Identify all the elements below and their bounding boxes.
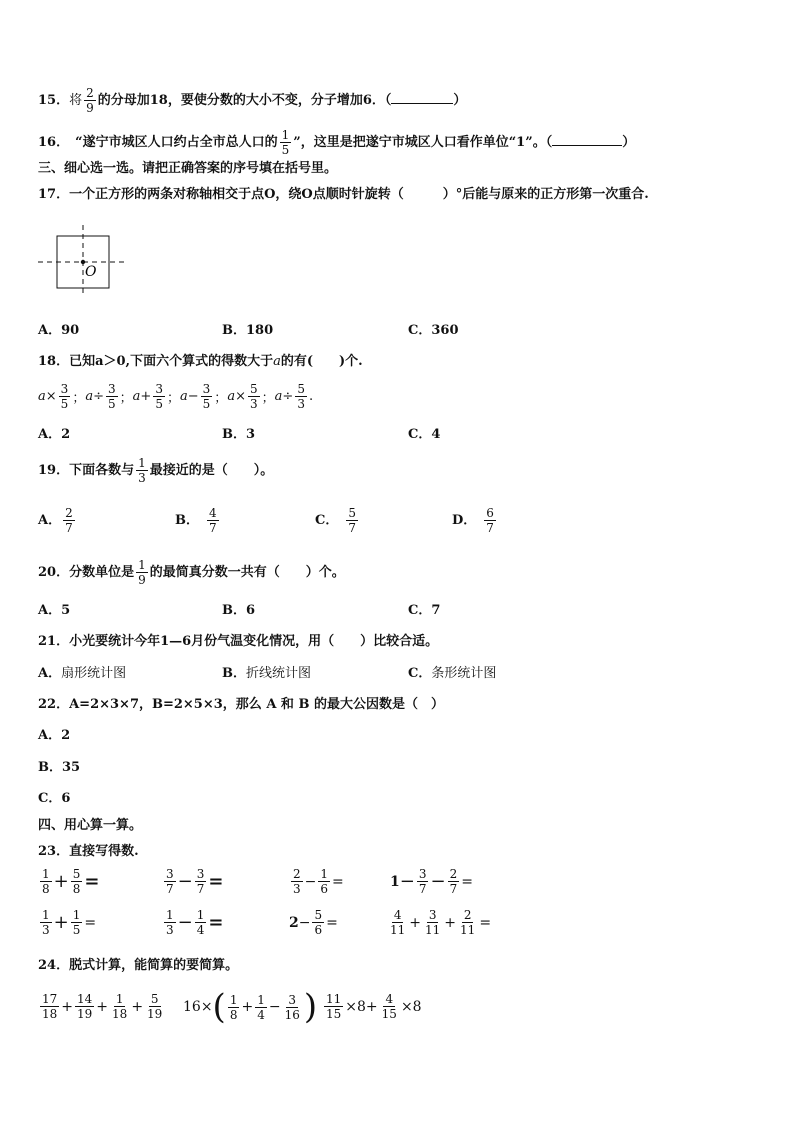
question-22: 22．A=2×3×7，B=2×5×3，那么 A 和 B 的最大公因数是（ ） — [38, 697, 444, 712]
question-16 — [38, 128, 635, 157]
denominator: 11 — [425, 923, 441, 937]
numerator: 1 — [281, 128, 290, 142]
fraction — [280, 128, 292, 157]
numerator: 3 — [108, 382, 116, 396]
option-key: B． — [222, 427, 246, 442]
option-value: 4 — [431, 427, 441, 442]
text: 19．下面各数与 — [38, 462, 135, 478]
variable: a — [85, 389, 94, 404]
numerator: 1 — [42, 908, 50, 922]
fraction — [291, 867, 303, 896]
variable: a — [227, 389, 236, 404]
option-a[interactable] — [38, 665, 126, 683]
operator: ÷ — [282, 389, 294, 404]
option-key: B． — [38, 760, 62, 775]
fraction — [380, 992, 399, 1021]
fraction — [201, 382, 213, 411]
text: 20．分数单位是 — [38, 564, 135, 580]
text: 18．已知a＞0,下面六个算式的得数大于 — [38, 354, 274, 369]
option-value: 2 — [61, 427, 71, 442]
text: 的分母加18，要使分数的大小不变，分子增加6．（ — [97, 93, 392, 108]
calc-expression — [38, 992, 166, 1021]
question-number: 16． — [38, 135, 70, 150]
calc-item — [38, 867, 99, 896]
option-key: A． — [38, 512, 62, 528]
option-value: 35 — [62, 760, 81, 775]
option-value: 3 — [246, 427, 256, 442]
right-paren: ) — [303, 987, 318, 1027]
option-b[interactable] — [175, 506, 221, 535]
denominator: 18 — [112, 1007, 128, 1021]
fraction — [153, 382, 165, 411]
separator: ； — [214, 391, 228, 406]
numerator: 1 — [115, 992, 124, 1006]
question-23: 23．直接写得数. — [38, 844, 139, 859]
denominator: 15 — [381, 1007, 397, 1021]
denominator: 5 — [60, 397, 69, 411]
denominator: 19 — [147, 1007, 163, 1021]
option-key: C． — [38, 791, 62, 806]
denominator: 4 — [257, 1007, 265, 1022]
denominator: 9 — [86, 101, 94, 115]
denominator: 9 — [138, 573, 146, 587]
question-21: 21．小光要统计今年1—6月份气温变化情况，用（ ）比较合适。 — [38, 634, 439, 649]
denominator: 3 — [166, 923, 174, 937]
separator: ； — [72, 391, 86, 406]
left-paren: ( — [212, 987, 226, 1027]
option-key: C． — [408, 323, 432, 338]
calc-item — [289, 908, 338, 937]
denominator: 6 — [314, 923, 323, 937]
option-d[interactable] — [452, 506, 498, 535]
fraction — [318, 867, 330, 896]
fraction — [324, 992, 343, 1021]
denominator: 5 — [202, 397, 211, 411]
expressions-row — [38, 382, 313, 411]
numerator: 1 — [42, 867, 50, 881]
text: 最接近的是（ ）。 — [149, 462, 274, 478]
denominator: 7 — [486, 521, 494, 535]
numerator: 5 — [249, 382, 258, 396]
denominator: 7 — [209, 521, 217, 535]
equals: = — [332, 873, 344, 890]
fraction — [75, 992, 94, 1021]
option-value: 6 — [246, 603, 256, 618]
numerator: 2 — [293, 867, 301, 881]
variable: a — [38, 389, 46, 404]
operator: − — [177, 871, 193, 892]
fraction — [84, 86, 96, 115]
variable: a — [179, 389, 188, 404]
question-24: 24．脱式计算，能简算的要简算。 — [38, 958, 239, 973]
point-label: O — [85, 264, 97, 280]
fraction — [40, 908, 52, 937]
operator: + — [53, 912, 69, 933]
denominator: 7 — [418, 882, 427, 896]
number: 1 — [390, 873, 400, 890]
denominator: 8 — [72, 882, 81, 896]
option-b[interactable] — [222, 426, 255, 444]
question-17: 17．一个正方形的两条对称轴相交于点O，绕O点顺时针旋转（ ）°后能与原来的正方形第一次重合. — [38, 187, 649, 202]
denominator: 7 — [196, 882, 205, 896]
option-key: C． — [315, 512, 339, 528]
calc-expression — [183, 987, 318, 1027]
rotation-figure — [38, 225, 130, 297]
option-b[interactable] — [38, 759, 80, 777]
numerator: 5 — [348, 506, 356, 520]
operator: + — [96, 998, 109, 1015]
variable: a — [274, 389, 283, 404]
numerator: 2 — [65, 506, 73, 520]
numerator: 1 — [229, 992, 238, 1007]
denominator: 3 — [293, 882, 301, 896]
calc-item — [162, 867, 223, 896]
option-value: 条形统计图 — [431, 666, 497, 681]
numerator: 4 — [393, 908, 402, 922]
fraction — [63, 506, 75, 535]
denominator: 7 — [65, 521, 73, 535]
option-key: C． — [408, 603, 432, 618]
text: “遂宁市城区人口约占全市总人口的 — [75, 135, 278, 150]
numerator: 17 — [42, 992, 58, 1006]
equals: = — [84, 871, 100, 892]
numerator: 3 — [196, 867, 205, 881]
numerator: 3 — [418, 867, 427, 881]
option-key: A． — [38, 427, 62, 442]
equals: = — [84, 914, 97, 931]
numerator: 4 — [209, 506, 217, 520]
option-b[interactable] — [222, 602, 255, 620]
numerator: 1 — [138, 558, 146, 572]
option-key: C． — [408, 427, 432, 442]
operator: + — [140, 389, 152, 404]
section-heading: 四、用心算一算。 — [38, 818, 143, 833]
option-key: A． — [38, 666, 62, 681]
fraction — [195, 867, 207, 896]
option-b[interactable] — [222, 322, 273, 340]
option-value: 7 — [431, 603, 441, 618]
operator: − — [298, 914, 311, 931]
operator: + — [444, 914, 457, 931]
numerator: 3 — [288, 992, 297, 1007]
option-a[interactable] — [38, 602, 70, 620]
option-key: A． — [38, 323, 62, 338]
text: ”，这里是把遂宁市城区人口看作单位“1”。（ — [293, 135, 553, 150]
question-20 — [38, 558, 345, 587]
denominator: 15 — [326, 1007, 342, 1021]
equals: = — [479, 914, 492, 931]
numerator: 3 — [202, 382, 211, 396]
numerator: 3 — [155, 382, 163, 396]
option-value: 折线统计图 — [246, 666, 312, 681]
text: ） — [453, 93, 467, 108]
operator: − — [399, 871, 415, 892]
fraction — [110, 992, 129, 1021]
operator: + — [241, 999, 254, 1015]
operator: − — [187, 389, 199, 404]
denominator: 7 — [166, 882, 174, 896]
denominator: 19 — [77, 1007, 93, 1021]
option-value: 5 — [61, 603, 71, 618]
fraction — [136, 558, 148, 587]
numerator: 1 — [72, 908, 81, 922]
period: . — [308, 389, 314, 404]
calc-expression — [322, 992, 422, 1021]
denominator: 7 — [348, 521, 356, 535]
numerator: 1 — [138, 456, 146, 470]
numerator: 4 — [385, 992, 394, 1006]
option-a[interactable] — [38, 426, 70, 444]
option-a[interactable] — [38, 322, 79, 340]
denominator: 8 — [42, 882, 50, 896]
operator: + — [61, 998, 74, 1015]
fraction — [106, 382, 118, 411]
numerator: 1 — [196, 908, 205, 922]
denominator: 5 — [72, 923, 81, 937]
fraction — [346, 506, 358, 535]
numerator: 5 — [72, 867, 81, 881]
option-key: B． — [222, 603, 246, 618]
operator: ÷ — [93, 389, 104, 404]
denominator: 3 — [138, 471, 146, 485]
operator: + — [365, 998, 378, 1015]
text: ×8 — [345, 998, 366, 1015]
fraction — [248, 382, 260, 411]
text: 的最简真分数一共有（ ）个。 — [149, 564, 345, 580]
fraction — [458, 908, 477, 937]
option-a[interactable] — [38, 506, 77, 535]
denominator: 6 — [320, 882, 329, 896]
option-c[interactable] — [315, 506, 360, 535]
numerator: 5 — [297, 382, 305, 396]
fraction — [145, 992, 164, 1021]
denominator: 7 — [449, 882, 458, 896]
equals: = — [326, 914, 338, 931]
numerator: 2 — [86, 86, 94, 100]
denominator: 8 — [229, 1007, 238, 1022]
answer-blank[interactable] — [552, 133, 622, 146]
denominator: 3 — [249, 397, 258, 411]
numerator: 6 — [486, 506, 494, 520]
option-b[interactable] — [222, 665, 311, 683]
operator: − — [268, 999, 281, 1015]
option-key: C． — [408, 666, 432, 681]
numerator: 5 — [314, 908, 323, 922]
option-c[interactable] — [408, 665, 496, 683]
variable: a — [273, 354, 281, 369]
calc-item — [38, 908, 96, 937]
denominator: 16 — [284, 1007, 300, 1022]
option-key: B． — [222, 323, 246, 338]
fraction — [295, 382, 307, 411]
equals: = — [208, 871, 224, 892]
fraction — [423, 908, 442, 937]
option-value: 2 — [61, 728, 71, 743]
fraction — [312, 908, 324, 937]
option-c[interactable] — [408, 602, 440, 620]
numerator: 1 — [320, 867, 329, 881]
numerator: 1 — [166, 908, 174, 922]
numerator: 3 — [166, 867, 174, 881]
question-18 — [38, 353, 363, 371]
numerator: 2 — [449, 867, 458, 881]
text: ） — [622, 135, 636, 150]
denominator: 18 — [42, 1007, 58, 1021]
operator: − — [430, 871, 446, 892]
equals: = — [208, 912, 224, 933]
fraction — [40, 867, 52, 896]
operator: × — [45, 389, 57, 404]
denominator: 3 — [297, 397, 305, 411]
variable: a — [132, 389, 141, 404]
denominator: 3 — [42, 923, 50, 937]
separator: ； — [261, 391, 275, 406]
option-value: 360 — [431, 323, 459, 338]
fraction — [71, 867, 83, 896]
numerator: 2 — [463, 908, 472, 922]
operator: + — [409, 914, 422, 931]
fraction — [40, 992, 59, 1021]
operator: + — [131, 998, 144, 1015]
text: 16× — [183, 999, 213, 1015]
option-key: B． — [222, 666, 246, 681]
option-value: 扇形统计图 — [61, 666, 127, 681]
option-value: 180 — [246, 323, 274, 338]
denominator: 5 — [281, 143, 290, 157]
denominator: 11 — [460, 923, 476, 937]
operator: − — [177, 912, 193, 933]
fraction — [164, 908, 176, 937]
number: 2 — [289, 914, 299, 931]
denominator: 11 — [390, 923, 406, 937]
option-c[interactable] — [38, 790, 70, 808]
fraction — [448, 867, 460, 896]
text: 的有( )个. — [280, 354, 363, 369]
answer-blank[interactable] — [391, 91, 453, 104]
fraction — [228, 993, 240, 1022]
fraction — [484, 506, 496, 535]
question-19 — [38, 456, 273, 485]
calc-item — [386, 908, 491, 937]
fraction — [59, 382, 71, 411]
operator: − — [304, 873, 317, 890]
option-value: 6 — [61, 791, 71, 806]
denominator: 4 — [196, 923, 205, 937]
fraction — [195, 908, 207, 937]
option-key: D． — [452, 512, 477, 528]
denominator: 5 — [108, 397, 116, 411]
option-key: B． — [175, 512, 199, 528]
numerator: 5 — [150, 992, 159, 1006]
fraction — [388, 908, 407, 937]
fraction — [255, 993, 267, 1022]
text: ×8 — [400, 998, 422, 1015]
option-key: A． — [38, 728, 62, 743]
numerator: 3 — [428, 908, 437, 922]
option-c[interactable] — [408, 426, 440, 444]
fraction — [164, 867, 176, 896]
fraction — [71, 908, 83, 937]
calc-item — [390, 867, 473, 896]
numerator: 3 — [60, 382, 69, 396]
fraction — [283, 993, 302, 1022]
option-key: A． — [38, 603, 62, 618]
operator: × — [235, 389, 246, 404]
section-heading: 三、细心选一选。请把正确答案的序号填在括号里。 — [38, 161, 338, 176]
text: 将 — [69, 93, 83, 108]
calc-item — [162, 908, 223, 937]
numerator: 11 — [326, 992, 342, 1006]
question-15 — [38, 86, 466, 115]
denominator: 5 — [155, 397, 163, 411]
operator: + — [53, 871, 69, 892]
equals: = — [461, 873, 473, 890]
question-number: 15． — [38, 93, 70, 108]
calc-item — [289, 867, 344, 896]
numerator: 1 — [257, 992, 265, 1007]
option-value: 90 — [61, 323, 80, 338]
option-c[interactable] — [408, 322, 459, 340]
separator: ； — [119, 391, 133, 406]
separator: ； — [166, 391, 180, 406]
fraction — [417, 867, 429, 896]
option-a[interactable] — [38, 727, 70, 745]
fraction — [207, 506, 219, 535]
numerator: 14 — [77, 992, 93, 1006]
fraction — [136, 456, 148, 485]
